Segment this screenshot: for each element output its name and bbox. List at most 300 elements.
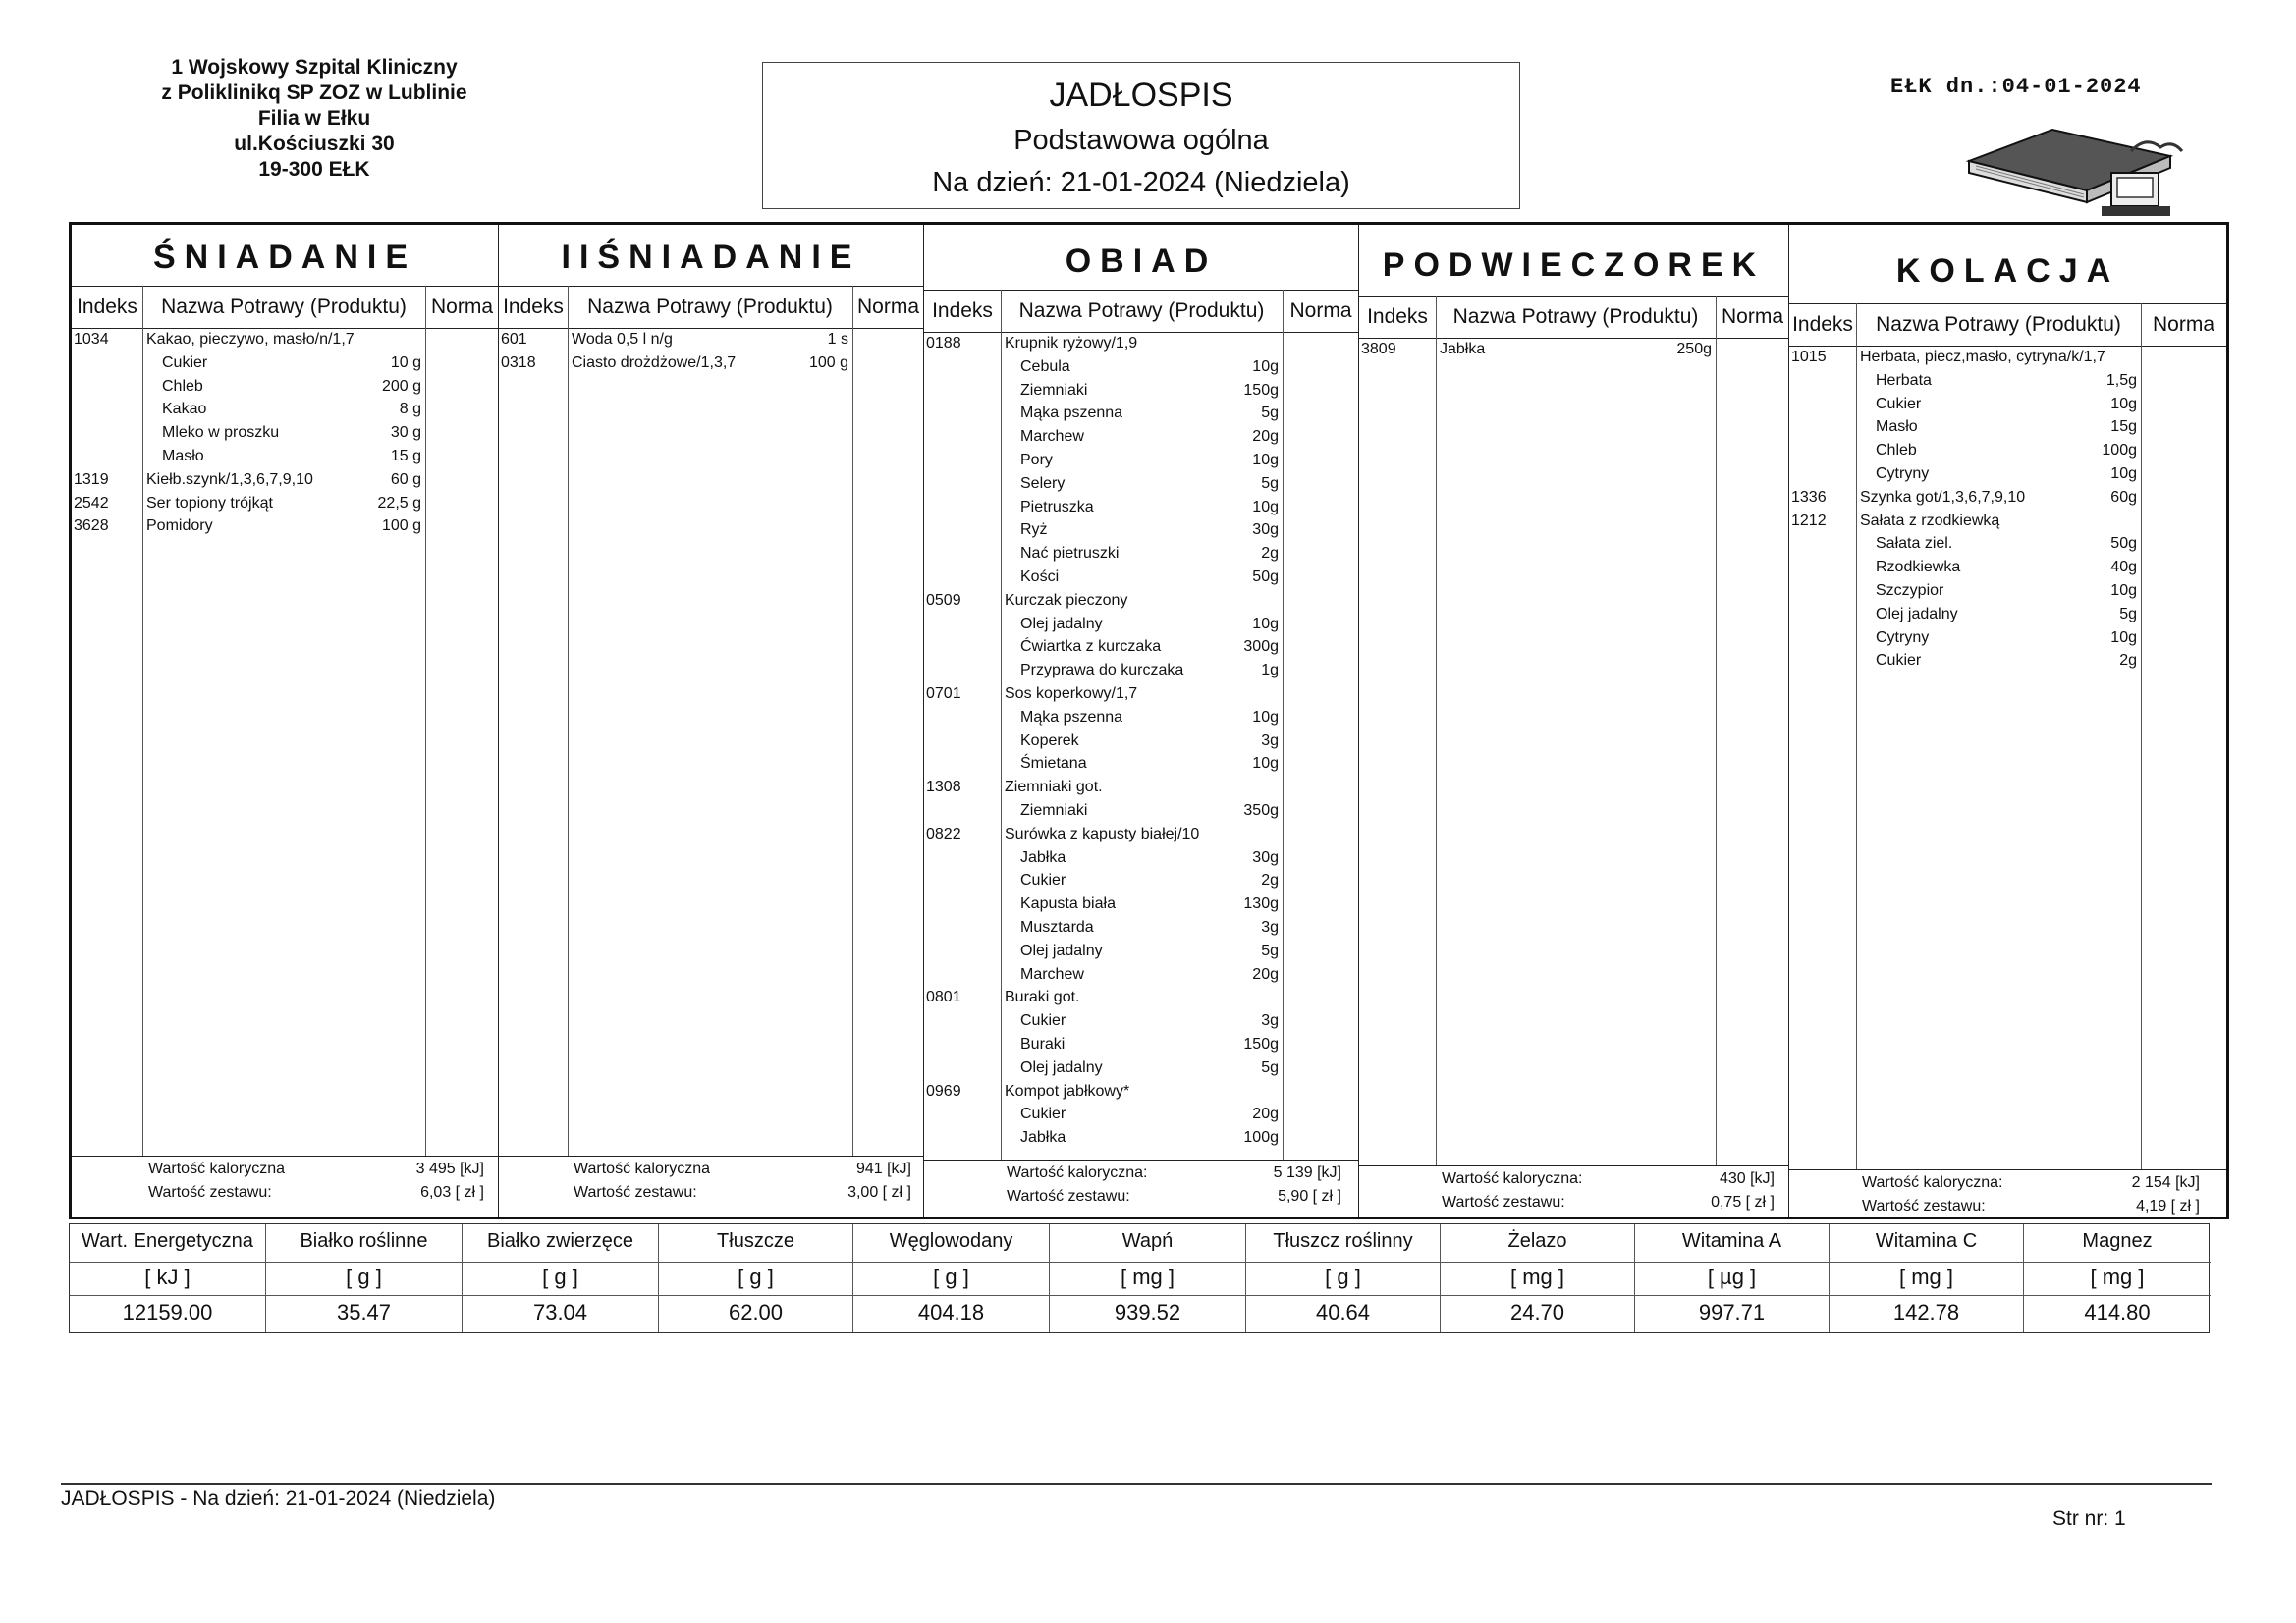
meal-summary [924, 1160, 1358, 1217]
row-index: 0801 [926, 989, 961, 1006]
row-quantity: 20g [1252, 1106, 1279, 1123]
row-name: Ziemniaki [1020, 381, 1088, 399]
kcal-label: Wartość kaloryczna: [1007, 1164, 1148, 1181]
row-name: Przyprawa do kurczaka [1020, 662, 1184, 679]
row-name: Chleb [1876, 442, 1917, 460]
cost-value: 0,75 [ zł ] [1711, 1194, 1775, 1211]
row-name: Cukier [162, 353, 208, 371]
row-name: Pomidory [146, 517, 213, 535]
nutrition-column [1246, 1224, 1441, 1332]
row-quantity: 200 g [381, 377, 421, 395]
header-name: Nazwa Potrawy (Produktu) [161, 296, 407, 318]
table-row [924, 1012, 1358, 1034]
page-number: Str nr: 1 [2052, 1507, 2126, 1530]
row-quantity: 10g [1252, 357, 1279, 375]
cost-label: Wartość zestawu: [1442, 1194, 1565, 1211]
print-date: EŁK dn.:04-01-2024 [1890, 75, 2142, 99]
row-quantity: 50g [2110, 535, 2137, 553]
institution-street: ul.Kościuszki 30 [234, 133, 395, 155]
table-row [924, 568, 1358, 590]
table-row [924, 475, 1358, 497]
nutrient-unit: [ mg ] [1830, 1262, 2023, 1290]
table-row [1789, 489, 2226, 511]
row-name: Sałata ziel. [1876, 535, 1953, 553]
row-name: Śmietana [1020, 755, 1087, 773]
table-row [1789, 629, 2226, 651]
cost-value: 3,00 [ zł ] [847, 1184, 911, 1201]
kcal-label: Wartość kaloryczna: [1862, 1174, 2003, 1191]
kcal-value: 430 [kJ] [1719, 1170, 1775, 1187]
row-quantity: 10g [1252, 708, 1279, 726]
meal-column [1359, 225, 1789, 1217]
book-icon [1964, 122, 2190, 220]
table-row [1789, 559, 2226, 580]
table-row [1789, 372, 2226, 394]
cost-label: Wartość zestawu: [1862, 1198, 1986, 1215]
row-index: 1034 [74, 331, 109, 348]
row-name: Sałata z rzodkiewką [1860, 512, 2000, 529]
cost-label: Wartość zestawu: [574, 1184, 697, 1201]
table-row [499, 354, 923, 376]
nutrient-label: Żelazo [1507, 1230, 1567, 1252]
row-quantity: 10g [1252, 498, 1279, 515]
table-row [1789, 582, 2226, 604]
kcal-value: 2 154 [kJ] [2131, 1174, 2200, 1191]
cost-label: Wartość zestawu: [148, 1184, 272, 1201]
title-box [762, 62, 1520, 209]
table-row [924, 685, 1358, 707]
row-quantity: 250g [1676, 341, 1712, 357]
table-row [1789, 606, 2226, 627]
table-row [924, 335, 1358, 356]
header-norm: Norma [1289, 299, 1352, 322]
table-row [924, 943, 1358, 964]
row-name: Kakao, pieczywo, masło/n/1,7 [146, 331, 355, 348]
table-row [924, 638, 1358, 660]
row-quantity: 5g [1261, 474, 1279, 492]
row-quantity: 30 g [390, 424, 421, 442]
nutrient-unit: [ mg ] [2024, 1262, 2211, 1290]
nutrition-column [463, 1224, 659, 1332]
table-row [72, 354, 498, 376]
row-name: Kompot jabłkowy* [1005, 1082, 1130, 1100]
row-name: Nać pietruszki [1020, 545, 1120, 563]
row-name: Masło [1876, 418, 1918, 436]
nutrient-unit: [ g ] [1246, 1262, 1440, 1290]
row-name: Olej jadalny [1020, 615, 1103, 632]
row-name: Sos koperkowy/1,7 [1005, 685, 1138, 702]
row-quantity: 10g [2110, 465, 2137, 482]
table-row [924, 592, 1358, 614]
table-row [1789, 535, 2226, 557]
kcal-value: 3 495 [kJ] [415, 1161, 484, 1177]
table-row [499, 331, 923, 352]
table-row [924, 405, 1358, 426]
table-row [924, 895, 1358, 917]
table-row [924, 428, 1358, 450]
table-row [1789, 442, 2226, 463]
row-quantity: 40g [2110, 559, 2137, 576]
header-norm: Norma [1721, 305, 1783, 328]
table-row [924, 452, 1358, 473]
table-row [1789, 513, 2226, 534]
table-row [924, 919, 1358, 941]
row-index: 0969 [926, 1082, 961, 1100]
column-divider [852, 286, 853, 1156]
institution-name: 1 Wojskowy Szpital Kliniczny [171, 56, 458, 79]
cost-value: 4,19 [ zł ] [2136, 1198, 2200, 1215]
nutrition-column [2024, 1224, 2211, 1332]
nutrient-label: Magnez [2082, 1230, 2153, 1252]
row-quantity: 5g [1261, 942, 1279, 959]
row-name: Cebula [1020, 357, 1070, 375]
row-name: Kości [1020, 568, 1060, 585]
table-row [924, 1106, 1358, 1127]
column-header-row [924, 290, 1358, 333]
header-index: Indeks [1367, 305, 1428, 328]
row-index: 601 [501, 331, 527, 348]
row-quantity: 2g [1261, 872, 1279, 890]
row-name: Musztarda [1020, 919, 1094, 936]
row-quantity: 20g [1252, 965, 1279, 983]
meal-summary [1359, 1165, 1788, 1217]
row-name: Jabłka [1020, 848, 1066, 866]
table-row [924, 616, 1358, 637]
row-quantity: 150g [1243, 1036, 1279, 1053]
table-row [72, 448, 498, 469]
meal-summary [1789, 1169, 2226, 1217]
header-norm: Norma [856, 296, 919, 318]
meal-summary [499, 1156, 923, 1217]
table-row [72, 424, 498, 446]
column-divider [1436, 296, 1437, 1165]
row-name: Mąka pszenna [1020, 708, 1123, 726]
nutrition-column [266, 1224, 463, 1332]
table-row [1789, 349, 2226, 370]
row-quantity: 3g [1261, 919, 1279, 936]
nutrient-label: Witamina C [1875, 1230, 1978, 1252]
row-name: Cukier [1020, 1106, 1066, 1123]
row-quantity: 350g [1243, 802, 1279, 819]
row-quantity: 150g [1243, 381, 1279, 399]
footer-title: JADŁOSPIS - Na dzień: 21-01-2024 (Niedziela) [61, 1488, 496, 1510]
row-quantity: 100 g [808, 353, 848, 371]
row-name: Cukier [1876, 395, 1922, 412]
row-name: Szczypior [1876, 582, 1944, 599]
row-quantity: 1,5g [2105, 371, 2137, 389]
cost-value: 6,03 [ zł ] [420, 1184, 484, 1201]
document-title: JADŁOSPIS [1049, 77, 1233, 114]
row-name: Kakao [162, 401, 207, 418]
column-header-row [1359, 296, 1788, 339]
header-name: Nazwa Potrawy (Produktu) [1876, 313, 2121, 336]
nutrient-unit: [ g ] [659, 1262, 852, 1290]
cost-label: Wartość zestawu: [1007, 1188, 1130, 1205]
row-quantity: 3g [1261, 1012, 1279, 1030]
nutrient-label: Wapń [1121, 1230, 1174, 1252]
column-header-row [499, 286, 923, 329]
table-row [1359, 341, 1788, 362]
nutrient-unit: [ µg ] [1635, 1262, 1829, 1290]
nutrition-column [1441, 1224, 1635, 1332]
row-name: Koperek [1020, 731, 1079, 749]
nutrition-column [659, 1224, 853, 1332]
nutrition-column [1050, 1224, 1246, 1332]
nutrient-unit: [ mg ] [1050, 1262, 1245, 1290]
nutrition-column [70, 1224, 266, 1332]
diet-type: Podstawowa ogólna [1013, 125, 1269, 156]
menu-date: Na dzień: 21-01-2024 (Niedziela) [932, 167, 1350, 198]
nutrient-unit: [ mg ] [1441, 1262, 1634, 1290]
row-name: Olej jadalny [1876, 605, 1958, 622]
header-name: Nazwa Potrawy (Produktu) [1452, 305, 1699, 328]
table-row [924, 966, 1358, 988]
kcal-label: Wartość kaloryczna [148, 1161, 285, 1177]
row-quantity: 10g [2110, 582, 2137, 599]
nutrient-value: 12159.00 [70, 1295, 265, 1325]
row-name: Buraki got. [1005, 989, 1080, 1006]
nutrient-value: 404.18 [853, 1295, 1049, 1325]
column-divider [1716, 296, 1717, 1165]
institution-city: 19-300 EŁK [258, 158, 370, 181]
row-index: 1319 [74, 470, 109, 488]
row-name: Cytryny [1876, 628, 1930, 646]
row-quantity: 5g [1261, 405, 1279, 422]
row-name: Woda 0,5 l n/g [572, 331, 673, 348]
table-row [924, 849, 1358, 871]
table-row [72, 495, 498, 516]
row-quantity: 5g [2119, 605, 2137, 622]
nutrition-column [1830, 1224, 2024, 1332]
row-index: 1212 [1791, 512, 1827, 529]
table-row [924, 989, 1358, 1010]
table-row [924, 779, 1358, 800]
row-quantity: 60g [2110, 488, 2137, 506]
nutrient-label: Białko zwierzęce [487, 1230, 633, 1252]
meal-column [499, 225, 924, 1217]
meal-column [924, 225, 1359, 1217]
row-name: Selery [1020, 474, 1066, 492]
row-index: 1015 [1791, 349, 1827, 365]
meal-summary [72, 1156, 498, 1217]
row-quantity: 22,5 g [377, 494, 421, 512]
header-index: Indeks [503, 296, 564, 318]
table-row [924, 1059, 1358, 1081]
row-quantity: 5g [1261, 1058, 1279, 1076]
header-norm: Norma [2152, 313, 2214, 336]
table-row [924, 826, 1358, 847]
kcal-value: 5 139 [kJ] [1273, 1164, 1341, 1181]
row-name: Chleb [162, 377, 203, 395]
row-quantity: 8 g [399, 401, 421, 418]
nutrient-value: 142.78 [1830, 1295, 2023, 1325]
row-quantity: 1 s [827, 331, 848, 348]
row-quantity: 15g [2110, 418, 2137, 436]
row-name: Herbata [1876, 371, 1932, 389]
header-index: Indeks [77, 296, 137, 318]
nutrient-value: 35.47 [266, 1295, 462, 1325]
table-row [924, 1129, 1358, 1151]
table-row [1789, 652, 2226, 674]
row-index: 0701 [926, 685, 961, 702]
table-row [924, 382, 1358, 404]
row-name: Kurczak pieczony [1005, 591, 1128, 609]
institution-branch: Filia w Ełku [257, 107, 371, 130]
row-name: Mąka pszenna [1020, 405, 1123, 422]
nutrient-unit: [ g ] [266, 1262, 462, 1290]
column-divider [568, 286, 569, 1156]
table-row [924, 499, 1358, 520]
institution-subname: z Poliklinikq SP ZOZ w Lublinie [161, 81, 467, 104]
column-header-row [1789, 303, 2226, 347]
row-name: Ziemniaki [1020, 802, 1088, 819]
row-quantity: 60 g [390, 470, 421, 488]
meal-column [1789, 225, 2226, 1217]
table-row [1789, 418, 2226, 440]
nutrient-value: 40.64 [1246, 1295, 1440, 1325]
table-row [1789, 465, 2226, 487]
row-name: Mleko w proszku [162, 424, 280, 442]
table-row [72, 401, 498, 422]
row-index: 0509 [926, 591, 961, 609]
table-row [924, 545, 1358, 567]
table-row [924, 358, 1358, 380]
nutrition-column [1635, 1224, 1830, 1332]
header-index: Indeks [1792, 313, 1853, 336]
row-name: Szynka got/1,3,6,7,9,10 [1860, 488, 2026, 506]
row-index: 1336 [1791, 488, 1827, 506]
table-row [72, 331, 498, 352]
nutrient-label: Białko roślinne [300, 1230, 428, 1252]
row-index: 3809 [1361, 341, 1396, 357]
nutrient-value: 939.52 [1050, 1295, 1245, 1325]
row-name: Ziemniaki got. [1005, 779, 1103, 796]
table-row [72, 471, 498, 493]
nutrient-value: 73.04 [463, 1295, 658, 1325]
nutrition-column [853, 1224, 1050, 1332]
row-index: 3628 [74, 517, 109, 535]
row-name: Cukier [1020, 872, 1066, 890]
table-row [924, 521, 1358, 543]
row-name: Ser topiony trójkąt [146, 494, 273, 512]
nutrient-value: 414.80 [2024, 1295, 2211, 1325]
row-quantity: 100 g [381, 517, 421, 535]
nutrient-label: Tłuszcz roślinny [1273, 1230, 1413, 1252]
row-index: 2542 [74, 494, 109, 512]
row-quantity: 1g [1261, 662, 1279, 679]
header-name: Nazwa Potrawy (Produktu) [587, 296, 833, 318]
row-index: 0822 [926, 825, 961, 842]
row-name: Kapusta biała [1020, 895, 1116, 913]
table-row [924, 662, 1358, 683]
meal-title: PODWIECZOREK [1382, 246, 1766, 284]
row-quantity: 10g [1252, 615, 1279, 632]
nutrient-label: Węglowodany [889, 1230, 1013, 1252]
row-name: Cukier [1020, 1012, 1066, 1030]
table-row [924, 732, 1358, 754]
nutrient-unit: [ g ] [463, 1262, 658, 1290]
row-name: Cytryny [1876, 465, 1930, 482]
row-quantity: 100g [1243, 1129, 1279, 1147]
row-name: Kiełb.szynk/1,3,6,7,9,10 [146, 470, 313, 488]
row-quantity: 10g [1252, 755, 1279, 773]
kcal-label: Wartość kaloryczna [574, 1161, 710, 1177]
row-name: Olej jadalny [1020, 1058, 1103, 1076]
row-name: Krupnik ryżowy/1,9 [1005, 335, 1138, 352]
nutrient-label: Witamina A [1681, 1230, 1782, 1252]
nutrient-value: 62.00 [659, 1295, 852, 1325]
row-quantity: 10g [2110, 395, 2137, 412]
row-name: Jabłka [1020, 1129, 1066, 1147]
row-index: 1308 [926, 779, 961, 796]
table-row [72, 517, 498, 539]
institution-header [128, 55, 501, 183]
row-name: Cukier [1876, 652, 1922, 670]
row-quantity: 10 g [390, 353, 421, 371]
nutrient-value: 24.70 [1441, 1295, 1634, 1325]
row-quantity: 2g [2119, 652, 2137, 670]
table-row [924, 1036, 1358, 1057]
footer-divider [61, 1483, 2212, 1485]
row-name: Rzodkiewka [1876, 559, 1961, 576]
table-row [924, 802, 1358, 824]
meal-title: OBIAD [1065, 243, 1218, 280]
nutrient-label: Tłuszcze [717, 1230, 794, 1252]
row-quantity: 15 g [390, 448, 421, 464]
row-index: 0188 [926, 335, 961, 352]
row-quantity: 100g [2102, 442, 2137, 460]
header-norm: Norma [430, 296, 493, 318]
row-name: Pietruszka [1020, 498, 1094, 515]
nutrient-label: Wart. Energetyczna [82, 1230, 253, 1252]
nutrient-unit: [ kJ ] [70, 1262, 265, 1290]
table-row [924, 872, 1358, 893]
row-quantity: 10g [2110, 628, 2137, 646]
row-quantity: 30g [1252, 521, 1279, 539]
kcal-value: 941 [kJ] [855, 1161, 911, 1177]
row-name: Marchew [1020, 428, 1084, 446]
row-index: 0318 [501, 353, 536, 371]
cost-value: 5,90 [ zł ] [1278, 1188, 1341, 1205]
row-name: Jabłka [1440, 341, 1486, 357]
row-quantity: 20g [1252, 428, 1279, 446]
meal-title: IIŚNIADANIE [561, 239, 861, 276]
row-name: Marchew [1020, 965, 1084, 983]
row-name: Olej jadalny [1020, 942, 1103, 959]
header-name: Nazwa Potrawy (Produktu) [1018, 299, 1265, 322]
row-quantity: 10g [1252, 452, 1279, 468]
row-name: Masło [162, 448, 204, 464]
row-name: Herbata, piecz,masło, cytryna/k/1,7 [1860, 349, 2105, 365]
nutrient-value: 997.71 [1635, 1295, 1829, 1325]
row-name: Buraki [1020, 1036, 1066, 1053]
table-row [924, 755, 1358, 777]
nutrient-unit: [ g ] [853, 1262, 1049, 1290]
meal-title: ŚNIADANIE [152, 239, 417, 276]
table-row [924, 1083, 1358, 1105]
row-quantity: 3g [1261, 731, 1279, 749]
row-quantity: 30g [1252, 848, 1279, 866]
header-index: Indeks [932, 299, 993, 322]
table-row [1789, 396, 2226, 417]
meal-column [72, 225, 499, 1217]
menu-table [69, 222, 2229, 1219]
nutrition-table [69, 1223, 2210, 1333]
table-row [924, 709, 1358, 730]
kcal-label: Wartość kaloryczna: [1442, 1170, 1583, 1187]
row-name: Ryż [1020, 521, 1048, 539]
row-quantity: 50g [1252, 568, 1279, 585]
